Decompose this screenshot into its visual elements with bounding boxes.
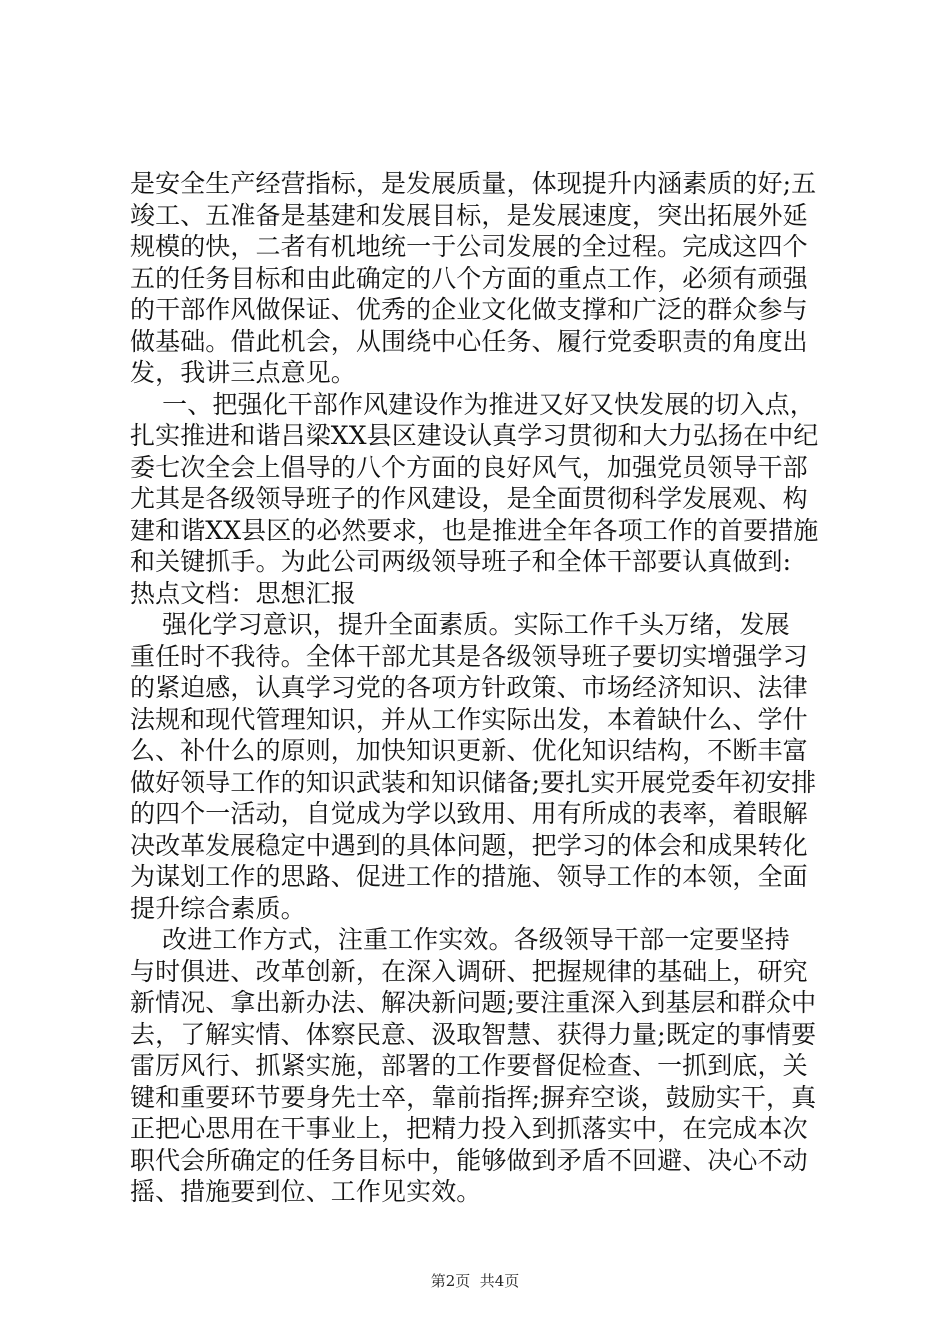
text-line: 热点文档：思想汇报 [130,578,356,608]
text-line: 五的任务目标和由此确定的八个方面的重点工作，必须有顽强 [130,263,808,293]
text-line: 尤其是各级领导班子的作风建设，是全面贯彻科学发展观、构 [130,484,808,513]
text-line: 的四个一活动，自觉成为学以致用、用有所成的表率，着眼解 [130,799,808,828]
text-line: 做好领导工作的知识武装和知识储备;要扎实开展党委年初安排 [130,767,817,797]
text-line: 强化学习意识，提升全面素质。实际工作千头万绪，发展 [130,610,790,639]
text-line: 建和谐XX县区的必然要求，也是推进全年各项工作的首要措施 [130,515,819,545]
text-line: 法规和现代管理知识，并从工作实际出发，本着缺什么、学什 [130,704,808,734]
text-line: 是安全生产经营指标，是发展质量，体现提升内涵素质的好;五 [130,169,817,198]
text-line: 发，我讲三点意见。 [130,358,356,387]
text-line: 做基础。借此机会，从围绕中心任务、履行党委职责的角度出 [130,326,808,356]
text-line: 竣工、五准备是基建和发展目标，是发展速度，突出拓展外延 [130,200,808,230]
text-line: 重任时不我待。全体干部尤其是各级领导班子要切实增强学习 [130,641,808,671]
text-line: 改进工作方式，注重工作实效。各级领导干部一定要坚持 [130,925,790,954]
text-line: 和关键抓手。为此公司两级领导班子和全体干部要认真做到: [130,547,792,576]
text-line: 键和重要环节要身先士卒，靠前指挥;摒弃空谈，鼓励实干，真 [130,1082,817,1112]
text-line: 职代会所确定的任务目标中，能够做到矛盾不回避、决心不动 [130,1145,808,1175]
text-line: 去，了解实情、体察民意、汲取智慧、获得力量;既定的事情要 [130,1019,817,1049]
text-line: 一、把强化干部作风建设作为推进又好又快发展的切入点， [130,389,815,419]
body-text [130,168,830,1208]
text-line: 摇、措施要到位、工作见实效。 [130,1177,482,1206]
text-line: 规模的快，二者有机地统一于公司发展的全过程。完成这四个 [130,232,808,261]
text-line: 提升综合素质。 [130,893,306,923]
text-line: 的紧迫感，认真学习党的各项方针政策、市场经济知识、法律 [130,673,808,702]
page-footer [0,1271,950,1291]
text-line: 么、补什么的原则，加快知识更新、优化知识结构，不断丰富 [130,736,808,765]
text-line: 委七次全会上倡导的八个方面的良好风气，加强党员领导干部 [130,452,808,482]
page-number-label: 第2页 共4页 [430,1272,520,1290]
text-line: 扎实推进和谐吕梁XX县区建设认真学习贯彻和大力弘扬在中纪 [130,421,819,450]
text-line: 雷厉风行、抓紧实施，部署的工作要督促检查、一抓到底，关 [130,1051,808,1080]
text-line: 的干部作风做保证、优秀的企业文化做支撑和广泛的群众参与 [130,295,808,324]
text-line: 与时俱进、改革创新，在深入调研、把握规律的基础上，研究 [130,956,808,986]
text-line: 正把心思用在干事业上，把精力投入到抓落实中，在完成本次 [130,1114,808,1143]
text-line: 为谋划工作的思路、促进工作的措施、领导工作的本领，全面 [130,862,808,891]
text-line: 决改革发展稳定中遇到的具体问题，把学习的体会和成果转化 [130,830,808,860]
text-line: 新情况、拿出新办法、解决新问题;要注重深入到基层和群众中 [130,988,817,1017]
